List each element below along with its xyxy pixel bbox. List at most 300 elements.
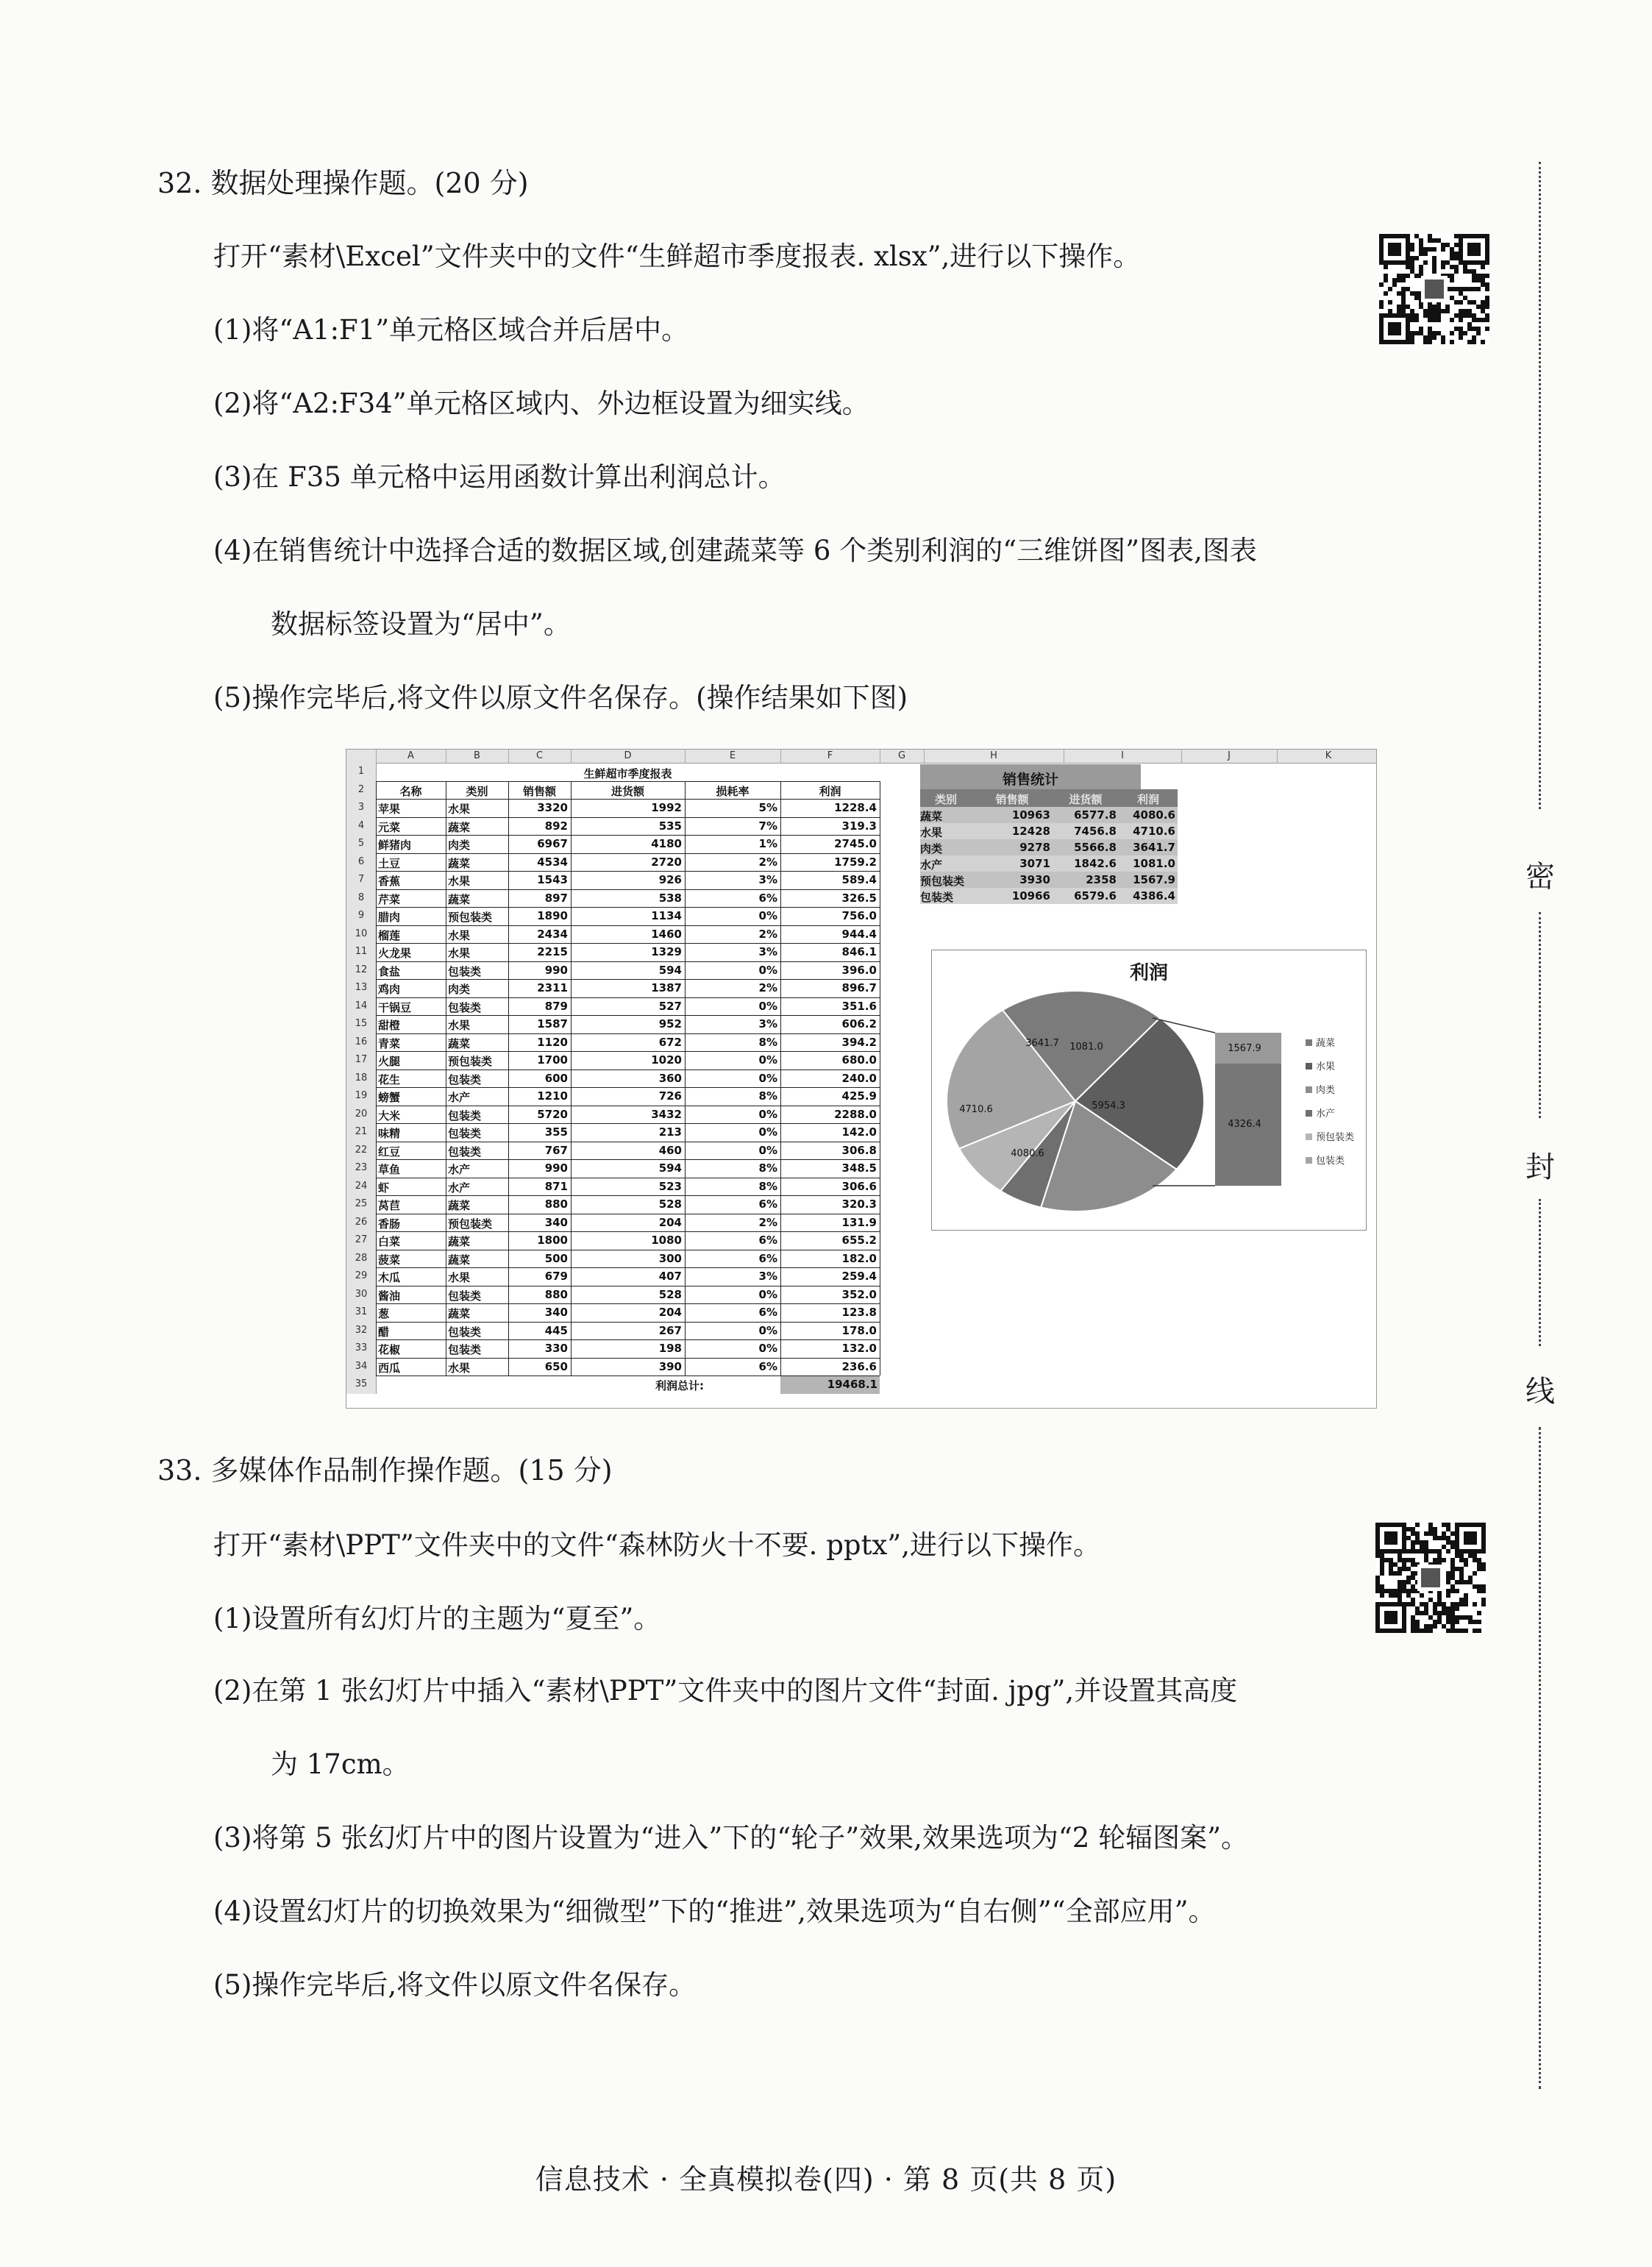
legend-label: 水产 [1316, 1108, 1336, 1120]
table-cell: 土豆 [378, 856, 401, 870]
table-cell: 水果 [448, 802, 471, 816]
row-number: 20 [346, 1106, 377, 1124]
table-gridline [376, 871, 880, 872]
pie-chart-svg [932, 950, 1366, 1230]
row-number: 10 [346, 925, 377, 944]
table-cell: 青菜 [378, 1036, 401, 1050]
table-cell: 351.6 [841, 999, 877, 1013]
table-cell: 蔬菜 [448, 856, 471, 870]
table-cell: 蔬菜 [448, 1253, 471, 1267]
row-number: 25 [346, 1195, 377, 1214]
table-cell: 1543 [537, 873, 568, 886]
table-gridline [376, 1195, 880, 1196]
table-cell: 680.0 [841, 1053, 877, 1067]
table-cell: 榴莲 [378, 928, 401, 942]
q32-step-1: (1)将“A1:F1”单元格区域合并后居中。 [213, 314, 689, 346]
table-gridline [376, 1159, 880, 1160]
table-cell: 846.1 [841, 945, 877, 958]
table-cell: 306.6 [841, 1179, 877, 1193]
table-cell: 8% [758, 1089, 777, 1103]
table-cell: 肉类 [448, 983, 471, 996]
table-cell: 1080 [651, 1234, 682, 1247]
table-cell: 预包装类 [448, 1217, 493, 1231]
table-cell: 952 [658, 1017, 682, 1031]
stats-cell: 包装类 [920, 891, 954, 904]
table-cell: 500 [544, 1251, 568, 1265]
stats-cell: 3641.7 [1133, 841, 1175, 854]
table-header: 损耗率 [716, 784, 750, 798]
table-cell: 水产 [448, 1091, 471, 1104]
table-cell: 213 [658, 1125, 682, 1139]
row-number: 3 [346, 799, 377, 817]
qr-code-icon [1379, 234, 1489, 344]
column-letter: E [685, 750, 781, 763]
row-number: 32 [346, 1322, 377, 1340]
table-cell: 926 [658, 873, 682, 886]
column-letter: J [1181, 750, 1278, 763]
table-cell: 0% [758, 1125, 777, 1139]
table-cell: 990 [544, 1161, 568, 1175]
table-cell: 包装类 [448, 1289, 482, 1303]
qr-code-icon [1375, 1523, 1486, 1633]
table-cell: 2% [758, 981, 777, 994]
table-cell: 包装类 [448, 1072, 482, 1086]
table-gridline [376, 1015, 880, 1016]
table-cell: 1387 [651, 981, 682, 994]
q33-title: 33. 多媒体作品制作操作题。(15 分) [157, 1454, 613, 1487]
table-gridline [376, 1087, 880, 1088]
row-number: 18 [346, 1070, 377, 1088]
legend-swatch [1306, 1063, 1312, 1070]
table-cell: 655.2 [841, 1234, 877, 1247]
row-number: 12 [346, 961, 377, 980]
table-cell: 1759.2 [834, 855, 877, 869]
table-cell: 火腿 [378, 1055, 401, 1068]
table-cell: 预包装类 [448, 1055, 493, 1068]
stats-cell: 9278 [1019, 841, 1050, 854]
table-cell: 蔬菜 [448, 820, 471, 834]
stats-header: 类别 [934, 793, 957, 806]
table-cell: 756.0 [841, 909, 877, 922]
table-gridline [376, 961, 880, 962]
table-cell: 水果 [448, 1361, 471, 1375]
row-number: 11 [346, 943, 377, 961]
page-footer: 信息技术 · 全真模拟卷(四) · 第 8 页(共 8 页) [535, 2163, 1117, 2196]
row-number: 28 [346, 1250, 377, 1268]
table-cell: 水产 [448, 1181, 471, 1195]
table-cell: 包装类 [448, 1325, 482, 1339]
table-cell: 味精 [378, 1127, 401, 1140]
table-cell: 594 [658, 1161, 682, 1175]
table-gridline [376, 943, 880, 944]
stats-cell: 4710.6 [1133, 825, 1175, 838]
table-gridline [376, 781, 377, 1376]
table-cell: 2215 [537, 945, 568, 958]
table-cell: 草鱼 [378, 1163, 401, 1176]
table-cell: 1460 [651, 927, 682, 941]
table-cell: 6967 [537, 837, 568, 850]
stats-cell: 1567.9 [1133, 873, 1175, 886]
table-cell: 178.0 [841, 1323, 877, 1337]
column-letter: I [1064, 750, 1182, 763]
column-letter: B [446, 750, 509, 763]
table-gridline [685, 781, 686, 1376]
table-cell: 花椒 [378, 1343, 401, 1356]
table-cell: 5% [758, 801, 777, 814]
row-number: 35 [346, 1375, 377, 1394]
table-cell: 火龙果 [378, 947, 412, 960]
row-number: 6 [346, 853, 377, 872]
table-header: 进货额 [610, 784, 644, 798]
stats-cell: 水产 [920, 858, 943, 872]
stats-cell: 预包装类 [920, 875, 965, 888]
stats-cell: 1081.0 [1133, 857, 1175, 870]
row-number: 13 [346, 979, 377, 997]
row-number: 31 [346, 1303, 377, 1322]
row-number: 34 [346, 1358, 377, 1376]
sheet-title: 生鲜超市季度报表 [583, 767, 672, 780]
table-cell: 1890 [537, 909, 568, 922]
table-cell: 880 [544, 1287, 568, 1301]
table-cell: 594 [658, 963, 682, 977]
row-number: 8 [346, 889, 377, 908]
table-cell: 320.3 [841, 1197, 877, 1211]
table-gridline [376, 781, 880, 782]
table-cell: 6% [758, 1359, 777, 1373]
legend-swatch [1306, 1134, 1312, 1140]
row-number: 15 [346, 1015, 377, 1033]
stats-cell: 3930 [1019, 873, 1050, 886]
table-cell: 425.9 [841, 1089, 877, 1103]
table-cell: 990 [544, 963, 568, 977]
column-letter: D [571, 750, 686, 763]
table-cell: 酱油 [378, 1289, 401, 1303]
table-cell: 香肠 [378, 1217, 401, 1231]
table-cell: 1134 [651, 909, 682, 922]
q33-step-5: (5)操作完毕后,将文件以原文件名保存。 [213, 1969, 697, 2001]
q32-step-5: (5)操作完毕后,将文件以原文件名保存。(操作结果如下图) [213, 682, 908, 713]
table-header: 名称 [399, 784, 422, 798]
table-cell: 苹果 [378, 802, 401, 816]
table-cell: 390 [658, 1359, 682, 1373]
legend-swatch [1306, 1157, 1312, 1164]
row-number: 21 [346, 1123, 377, 1142]
stats-cell: 肉类 [920, 842, 943, 855]
table-cell: 螃蟹 [378, 1091, 401, 1104]
row-number: 30 [346, 1286, 377, 1304]
stats-cell: 4386.4 [1133, 889, 1175, 903]
table-cell: 259.4 [841, 1270, 877, 1283]
table-cell: 1587 [537, 1017, 568, 1031]
legend-swatch [1306, 1039, 1312, 1046]
table-cell: 445 [544, 1323, 568, 1337]
table-cell: 1329 [651, 945, 682, 958]
table-cell: 6% [758, 1197, 777, 1211]
table-gridline [376, 1123, 880, 1124]
table-cell: 330 [544, 1342, 568, 1355]
table-cell: 340 [544, 1215, 568, 1229]
table-cell: 142.0 [841, 1125, 877, 1139]
table-cell: 元菜 [378, 820, 401, 834]
table-cell: 蔬菜 [448, 1307, 471, 1320]
table-cell: 2745.0 [834, 837, 877, 850]
stats-header: 利润 [1136, 793, 1159, 806]
table-cell: 306.8 [841, 1143, 877, 1157]
stats-cell: 2358 [1086, 873, 1117, 886]
pie-data-label: 4080.6 [1011, 1148, 1044, 1159]
table-cell: 水果 [448, 947, 471, 960]
table-cell: 0% [758, 1323, 777, 1337]
row-number: 7 [346, 871, 377, 889]
table-cell: 2288.0 [834, 1107, 877, 1121]
row-number: 26 [346, 1214, 377, 1232]
table-gridline [376, 907, 880, 908]
table-gridline [376, 1358, 880, 1359]
table-cell: 523 [658, 1179, 682, 1193]
table-header: 销售额 [522, 784, 556, 798]
legend-label: 蔬菜 [1316, 1038, 1336, 1049]
table-header: 利润 [819, 784, 841, 798]
legend-label: 肉类 [1316, 1085, 1336, 1096]
table-cell: 1992 [651, 801, 682, 814]
table-cell: 352.0 [841, 1287, 877, 1301]
table-cell: 葱 [378, 1307, 390, 1320]
stats-cell: 水果 [920, 826, 943, 839]
table-cell: 花生 [378, 1072, 401, 1086]
table-cell: 6% [758, 1234, 777, 1247]
table-cell: 0% [758, 1143, 777, 1157]
q32-step-2: (2)将“A2:F34”单元格区域内、外边框设置为细实线。 [213, 388, 869, 419]
stats-header: 进货额 [1069, 793, 1103, 806]
table-cell: 460 [658, 1143, 682, 1157]
table-cell: 535 [658, 819, 682, 833]
table-cell: 4180 [651, 837, 682, 850]
total-label: 利润总计: [655, 1379, 704, 1392]
table-cell: 醋 [378, 1325, 390, 1339]
table-cell: 360 [658, 1071, 682, 1085]
table-cell: 8% [758, 1179, 777, 1193]
table-cell: 528 [658, 1197, 682, 1211]
table-cell: 蔬菜 [448, 892, 471, 906]
stats-header: 销售额 [995, 793, 1029, 806]
table-cell: 2% [758, 855, 777, 869]
column-letter: A [376, 750, 446, 763]
table-cell: 包装类 [448, 1145, 482, 1159]
row-number: 17 [346, 1051, 377, 1070]
table-cell: 白菜 [378, 1235, 401, 1248]
table-cell: 红豆 [378, 1145, 401, 1159]
q32-step-4: (4)在销售统计中选择合适的数据区域,创建蔬菜等 6 个类别利润的“三维饼图”图表,图表 [213, 535, 1257, 566]
q33-step-2-cont: 为 17cm。 [271, 1748, 410, 1780]
table-cell: 538 [658, 891, 682, 905]
table-gridline [376, 799, 880, 800]
q33-step-4: (4)设置幻灯片的切换效果为“细微型”下的“推进”,效果选项为“自右侧”“全部应用”。 [213, 1896, 1216, 1927]
legend-label: 预包装类 [1316, 1132, 1355, 1143]
row-number: 1 [346, 763, 377, 781]
stats-cell: 7456.8 [1074, 825, 1117, 838]
table-cell: 大米 [378, 1108, 401, 1122]
q33-intro: 打开“素材\PPT”文件夹中的文件“森林防火十不要. pptx”,进行以下操作。 [213, 1529, 1100, 1561]
table-gridline [376, 925, 880, 926]
table-cell: 莴苣 [378, 1199, 401, 1212]
table-cell: 食盐 [378, 964, 401, 978]
pie-data-label: 1567.9 [1228, 1043, 1261, 1054]
table-cell: 3% [758, 1270, 777, 1283]
legend-swatch [1306, 1110, 1312, 1117]
table-cell: 6% [758, 1251, 777, 1265]
table-cell: 6% [758, 891, 777, 905]
table-cell: 589.4 [841, 873, 877, 886]
table-cell: 650 [544, 1359, 568, 1373]
q33-step-2: (2)在第 1 张幻灯片中插入“素材\PPT”文件夹中的图片文件“封面. jpg”,并设置其高度 [213, 1675, 1238, 1707]
table-cell: 1800 [537, 1234, 568, 1247]
table-cell: 348.5 [841, 1161, 877, 1175]
row-number: 29 [346, 1267, 377, 1286]
table-gridline [508, 781, 509, 1376]
row-number: 16 [346, 1033, 377, 1052]
table-cell: 182.0 [841, 1251, 877, 1265]
table-gridline [376, 1375, 880, 1376]
table-gridline [376, 1303, 880, 1304]
binding-char-mi: 密 [1525, 860, 1555, 894]
table-cell: 879 [544, 999, 568, 1013]
table-cell: 1% [758, 837, 777, 850]
column-header-bar [346, 750, 1376, 764]
stats-cell: 5566.8 [1074, 841, 1117, 854]
table-cell: 水果 [448, 875, 471, 888]
column-letter: K [1277, 750, 1377, 763]
table-cell: 340 [544, 1306, 568, 1319]
table-cell: 606.2 [841, 1017, 877, 1031]
q33-step-1: (1)设置所有幻灯片的主题为“夏至”。 [213, 1603, 661, 1634]
q32-step-4-cont: 数据标签设置为“居中”。 [271, 608, 571, 640]
row-number: 5 [346, 835, 377, 853]
table-cell: 0% [758, 1342, 777, 1355]
table-cell: 甜橙 [378, 1019, 401, 1032]
pie-data-label: 5954.3 [1092, 1100, 1125, 1111]
table-cell: 2720 [651, 855, 682, 869]
column-letter [346, 750, 377, 763]
table-cell: 鲜猪肉 [378, 839, 412, 852]
table-cell: 水果 [448, 1271, 471, 1284]
table-cell: 326.5 [841, 891, 877, 905]
table-cell: 0% [758, 963, 777, 977]
table-cell: 2% [758, 927, 777, 941]
table-cell: 香蕉 [378, 875, 401, 888]
table-cell: 蔬菜 [448, 1235, 471, 1248]
table-cell: 菠菜 [378, 1253, 401, 1267]
table-cell: 679 [544, 1270, 568, 1283]
row-number: 23 [346, 1159, 377, 1178]
table-cell: 0% [758, 999, 777, 1013]
table-cell: 3320 [537, 801, 568, 814]
row-number: 19 [346, 1087, 377, 1106]
table-cell: 1228.4 [834, 801, 877, 814]
table-gridline [376, 889, 880, 890]
table-cell: 腊肉 [378, 911, 401, 924]
table-cell: 944.4 [841, 927, 877, 941]
column-letter: C [508, 750, 572, 763]
table-cell: 3432 [651, 1107, 682, 1121]
table-gridline [376, 979, 880, 980]
legend-label: 水果 [1316, 1061, 1336, 1072]
table-gridline [571, 781, 572, 1376]
table-cell: 0% [758, 1287, 777, 1301]
table-cell: 407 [658, 1270, 682, 1283]
table-cell: 鸡肉 [378, 983, 401, 996]
table-cell: 包装类 [448, 1000, 482, 1014]
table-gridline [376, 1339, 880, 1340]
table-gridline [376, 853, 880, 854]
table-cell: 767 [544, 1143, 568, 1157]
table-cell: 672 [658, 1035, 682, 1049]
table-header: 类别 [466, 784, 488, 798]
table-gridline [376, 1322, 880, 1323]
binding-char-xian: 线 [1525, 1375, 1555, 1409]
table-cell: 267 [658, 1323, 682, 1337]
table-cell: 2434 [537, 927, 568, 941]
table-cell: 204 [658, 1215, 682, 1229]
table-cell: 240.0 [841, 1071, 877, 1085]
table-cell: 236.6 [841, 1359, 877, 1373]
q32-title: 32. 数据处理操作题。(20 分) [157, 167, 529, 199]
table-cell: 1020 [651, 1053, 682, 1067]
table-cell: 300 [658, 1251, 682, 1265]
binding-line-top [1539, 162, 1541, 809]
column-letter: H [924, 750, 1064, 763]
chart-title: 利润 [1129, 962, 1168, 984]
table-cell: 5720 [537, 1107, 568, 1121]
table-cell: 1120 [537, 1035, 568, 1049]
legend-label: 包装类 [1316, 1156, 1345, 1167]
row-number: 9 [346, 907, 377, 925]
stats-cell: 4080.6 [1133, 808, 1175, 822]
row-number: 2 [346, 781, 377, 800]
table-cell: 897 [544, 891, 568, 905]
table-cell: 水果 [448, 928, 471, 942]
table-cell: 131.9 [841, 1215, 877, 1229]
table-cell: 西瓜 [378, 1361, 401, 1375]
table-cell: 896.7 [841, 981, 877, 994]
pie-data-label: 4710.6 [959, 1104, 993, 1115]
table-cell: 包装类 [448, 1127, 482, 1140]
table-cell: 123.8 [841, 1306, 877, 1319]
table-cell: 芹菜 [378, 892, 401, 906]
table-gridline [376, 1231, 880, 1232]
total-value: 19468.1 [827, 1378, 877, 1391]
table-cell: 198 [658, 1342, 682, 1355]
table-cell: 预包装类 [448, 911, 493, 924]
table-cell: 0% [758, 1107, 777, 1121]
table-cell: 3% [758, 873, 777, 886]
table-cell: 干锅豆 [378, 1000, 412, 1014]
binding-line-bottom [1539, 1427, 1541, 2089]
table-cell: 1210 [537, 1089, 568, 1103]
excel-screenshot [346, 749, 1377, 1409]
pie-data-label: 4326.4 [1228, 1119, 1261, 1130]
stats-cell: 12428 [1011, 825, 1050, 838]
table-cell: 4534 [537, 855, 568, 869]
row-number: 24 [346, 1178, 377, 1196]
row-number: 33 [346, 1339, 377, 1358]
table-cell: 肉类 [448, 839, 471, 852]
table-cell: 396.0 [841, 963, 877, 977]
table-cell: 1700 [537, 1053, 568, 1067]
q33-step-3: (3)将第 5 张幻灯片中的图片设置为“进入”下的“轮子”效果,效果选项为“2 轮辐图案”。 [213, 1822, 1249, 1854]
table-gridline [780, 781, 781, 1376]
table-cell: 528 [658, 1287, 682, 1301]
binding-line-mid1 [1539, 912, 1541, 1118]
